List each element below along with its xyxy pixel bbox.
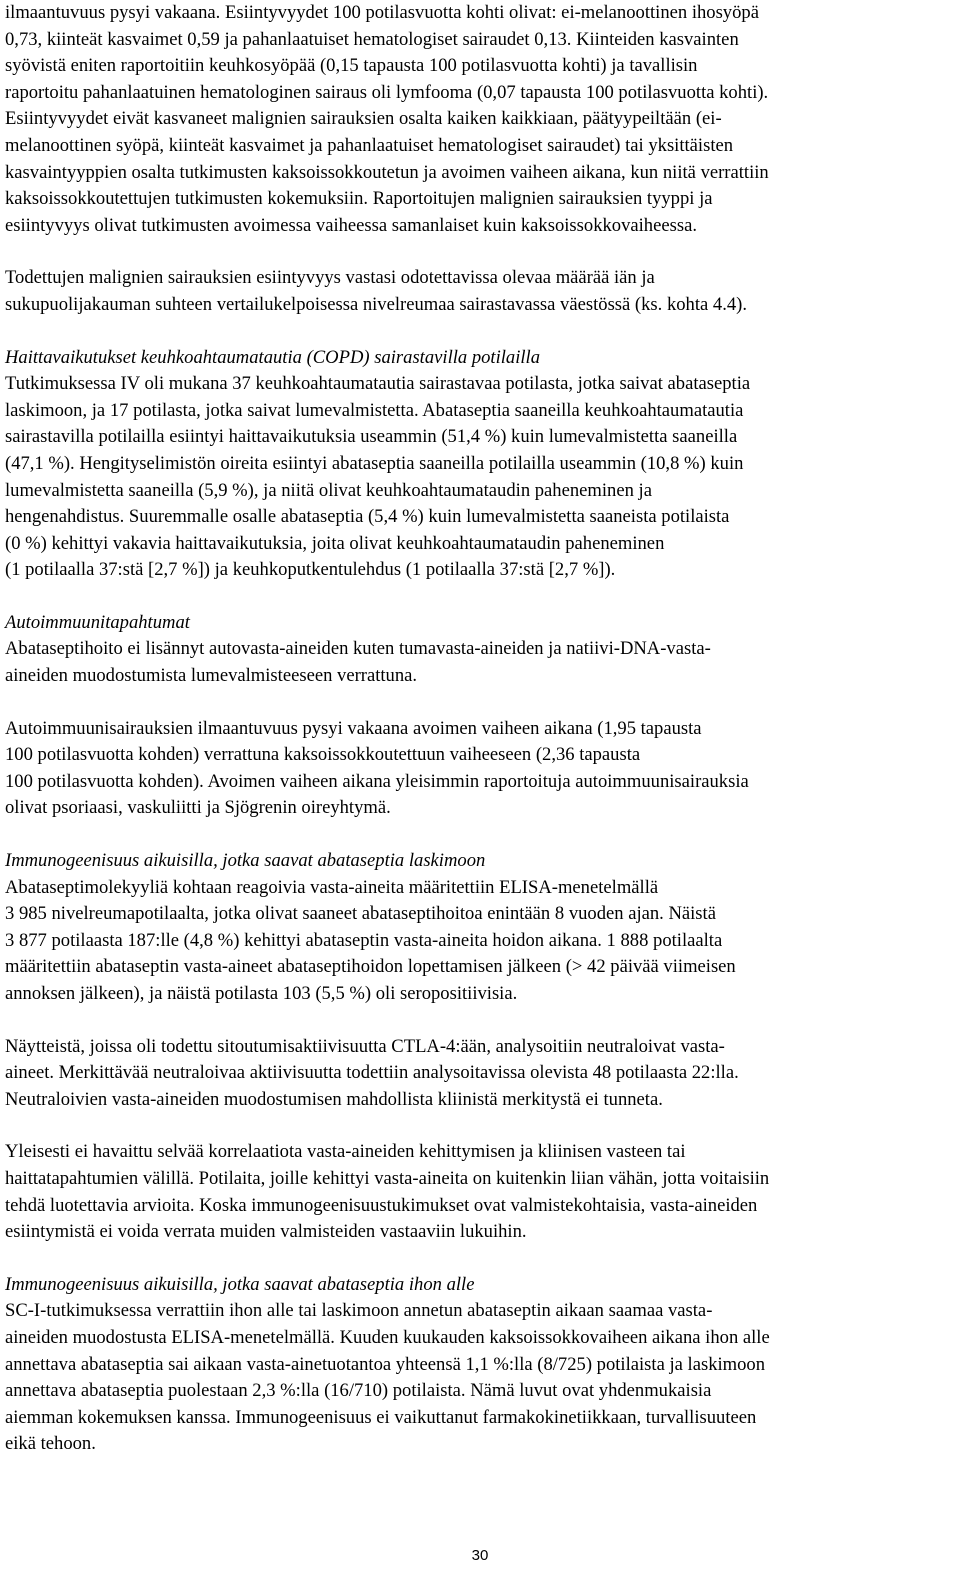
heading-autoimmune: Autoimmuunitapahtumat xyxy=(5,611,190,633)
page-number: 30 xyxy=(471,1547,489,1564)
paragraph-gap xyxy=(5,319,953,345)
paragraph-malignancy-rates: Todettujen malignien sairauksien esiintyvyys vastasi odotettavissa olevaa määrää iän ja sukupuolijakauman suhteen vertailukelpoisessa nivelreumaa sairastavassa väestössä (ks. kohta 4.4). xyxy=(5,267,747,315)
paragraph-immunogenicity-sc: SC-I-tutkimuksessa verrattiin ihon alle tai laskimoon annetun abataseptin aikaan saamaa vasta- aineiden muodostusta ELISA-menetelmällä. Kuuden kuukauden kaksoissokkovaiheen aikana ihon alle annettava abataseptia sai aikaan vasta-ainetuotantoa yhteensä 1,1 %:lla (8/725) potilaista ja laskimoon annettava abataseptia puolestaan 2,3 %:lla (16/710) potilaista. Nämä luvut ovat yhdenmukaisia aiemman kokemuksen kanssa. Immunogeenisuus ei vaikuttanut farmakokinetiikkaan, turvallisuuteen eikä tehoon. xyxy=(5,1300,770,1455)
document-page xyxy=(5,0,953,1458)
paragraph-immunogenicity-iv-3: Yleisesti ei havaittu selvää korrelaatiota vasta-aineiden kehittymisen ja kliinisen vasteen tai haittatapahtumien välillä. Potilaita, joille kehittyi vasta-aineita on kuitenkin liian vähän, jotta voitaisiin tehdä luotettavia arvioita. Koska immunogeenisuustukimukset ovat valmistekohtaisia, vasta-aineiden esiintymistä ei voida verrata muiden valmisteiden vastaaviin lukuihin. xyxy=(5,1141,770,1243)
heading-copd: Haittavaikutukset keuhkoahtaumatautia (COPD) sairastavilla potilailla xyxy=(5,346,541,368)
paragraph-immunogenicity-iv-2: Näytteistä, joissa oli todettu sitoutumisaktiivisuutta CTLA-4:ään, analysoitiin neutraloivat vasta- aineet. Merkittävää neutraloivaa aktiivisuutta todettiin analysoitavissa olevista 48 potilaasta 22:lla. Neutraloivien vasta-aineiden muodostumisen mahdollista kliinistä merkitystä ei tunneta. xyxy=(5,1035,739,1110)
paragraph-gap xyxy=(5,1008,953,1034)
paragraph-gap xyxy=(5,690,953,716)
paragraph-malignancy-continued: ilmaantuvuus pysyi vakaana. Esiintyvyydet 100 potilasvuotta kohti olivat: ei-melanoottinen ihosyöpä 0,73, kiinteät kasvaimet 0,59 ja pahanlaatuiset hematologiset sairaudet 0,13. Kiinteiden kasvainten syövistä eniten raportoitiin keuhkosyöpää (0,15 tapausta 100 potilasvuotta kohti) ja tavallisin raportoitu pahanlaatuinen hematologinen sairaus oli lymfooma (0,07 tapausta 100 potilasvuotta kohti). Esiintyvyydet eivät kasvaneet malignien sairauksien osalta kaiken kaikkiaan, päätyypeiltään (ei- melanoottinen syöpä, kiinteät kasvaimet ja pahanlaatuiset hematologiset sairaudet) tai yksittäisten kasvaintyyppien osalta tutkimusten kaksoissokkoutetun ja avoimen vaiheen aikana, kun niitä verrattiin kaksoissokkoutettujen tutkimusten kokemuksiin. Raportoitujen malignien sairauksien tyyppi ja esiintyvyys olivat tutkimusten avoimessa vaiheessa samanlaiset kuin kaksoissokkovaiheessa. xyxy=(5,2,769,236)
paragraph-autoimmune-1: Abataseptihoito ei lisännyt autovasta-aineiden kuten tumavasta-aineiden ja natiivi-DNA-vasta- aineiden muodostumista lumevalmisteeseen verrattuna. xyxy=(5,638,711,687)
paragraph-gap xyxy=(5,1246,953,1272)
paragraph-immunogenicity-iv-1: Abataseptimolekyyliä kohtaan reagoivia vasta-aineita määritettiin ELISA-menetelmällä 3 985 nivelreumapotilaalta, jotka olivat saaneet abataseptihoitoa enintään 8 vuoden ajan. Näistä 3 877 potilaasta 187:lle (4,8 %) kehittyi abataseptin vasta-aineita hoidon aikana. 1 888 potilaalta määritettiin abataseptin vasta-aineet abataseptihoidon lopettamisen jälkeen (> 42 päivää viimeisen annoksen jälkeen), ja näistä potilasta 103 (5,5 %) oli seropositiivisia. xyxy=(5,876,736,1004)
paragraph-gap xyxy=(5,822,953,848)
paragraph-gap xyxy=(5,584,953,610)
heading-immunogenicity-iv: Immunogeenisuus aikuisilla, jotka saavat abataseptia laskimoon xyxy=(5,850,486,872)
paragraph-gap xyxy=(5,239,953,265)
paragraph-autoimmune-2: Autoimmuunisairauksien ilmaantuvuus pysyi vakaana avoimen vaiheen aikana (1,95 tapausta 100 potilasvuotta kohden) verrattuna kaksoissokkoutettuun vaiheeseen (2,36 tapausta 100 potilasvuotta kohden). Avoimen vaiheen aikana yleisimmin raportoituja autoimmuunisairauksia olivat psoriaasi, vaskuliitti ja Sjögrenin oireyhtymä. xyxy=(5,717,749,819)
paragraph-copd: Tutkimuksessa IV oli mukana 37 keuhkoahtaumatautia sairastavaa potilasta, jotka saivat abataseptia laskimoon, ja 17 potilasta, jotka saivat lumevalmistetta. Abataseptia saaneilla keuhkoahtaumatautia sairastavilla potilailla esiintyi haittavaikutuksia useammin (51,4 %) kuin lumevalmistetta saaneilla (47,1 %). Hengityselimistön oireita esiintyi abataseptia saaneilla potilailla useammin (10,8 %) kuin lumevalmistetta saaneilla (5,9 %), ja niitä olivat keuhkoahtaumataudin paheneminen ja hengenahdistus. Suuremmalle osalle abataseptia (5,4 %) kuin lumevalmistetta saaneista potilaista (0 %) kehittyi vakavia haittavaikutuksia, joita olivat keuhkoahtaumataudin paheneminen (1 potilaalla 37:stä [2,7 %]) ja keuhkoputkentulehdus (1 potilaalla 37:stä [2,7 %]). xyxy=(5,373,751,581)
heading-immunogenicity-sc: Immunogeenisuus aikuisilla, jotka saavat abataseptia ihon alle xyxy=(5,1273,475,1295)
paragraph-gap xyxy=(5,1113,953,1139)
